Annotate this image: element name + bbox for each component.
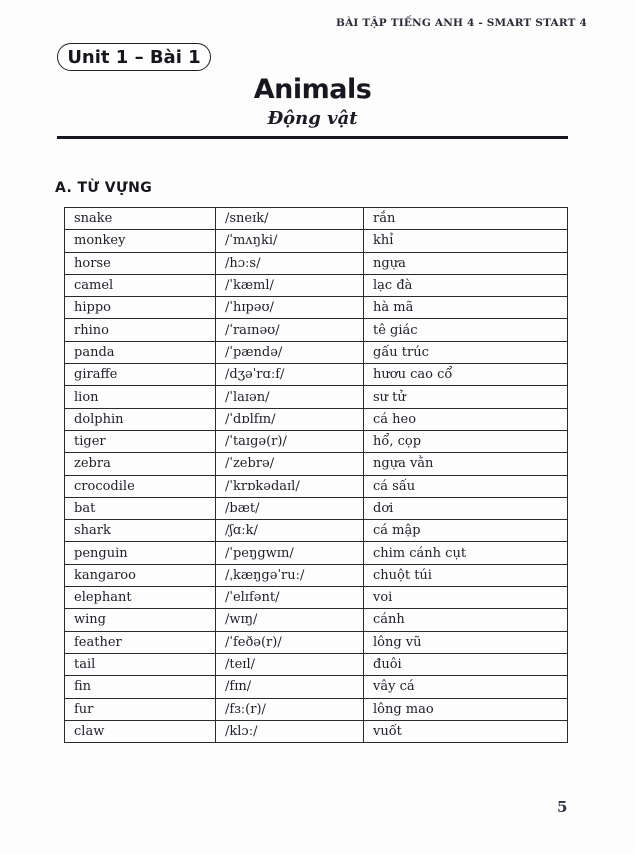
ipa-cell: /ˈfeðə(r)/ [216,631,364,653]
ipa-cell: /ˈlaɪən/ [216,386,364,408]
word-cell: fin [65,676,216,698]
table-row [65,520,568,542]
meaning-cell: chuột túi [364,564,568,586]
table-row [65,453,568,475]
page-number: 5 [557,798,568,816]
table-row [65,319,568,341]
word-cell: hippo [65,297,216,319]
table-row [65,676,568,698]
ipa-cell: /ˈraɪnəʊ/ [216,319,364,341]
meaning-cell: chim cánh cụt [364,542,568,564]
meaning-cell: cánh [364,609,568,631]
word-cell: fur [65,698,216,720]
ipa-cell: /fɜː(r)/ [216,698,364,720]
word-cell: monkey [65,230,216,252]
vocab-table [64,207,568,743]
table-row [65,564,568,586]
table-row [65,274,568,296]
meaning-cell: gấu trúc [364,341,568,363]
meaning-cell: ngựa [364,252,568,274]
ipa-cell: /ʃɑːk/ [216,520,364,542]
meaning-cell: rắn [364,208,568,230]
table-row [65,587,568,609]
ipa-cell: /hɔːs/ [216,252,364,274]
word-cell: dolphin [65,408,216,430]
ipa-cell: /ˈtaɪgə(r)/ [216,430,364,452]
meaning-cell: cá heo [364,408,568,430]
word-cell: wing [65,609,216,631]
running-header: BÀI TẬP TIẾNG ANH 4 - SMART START 4 [336,17,587,29]
word-cell: bat [65,497,216,519]
table-row [65,297,568,319]
meaning-cell: lông mao [364,698,568,720]
table-row [65,341,568,363]
table-row [65,653,568,675]
word-cell: crocodile [65,475,216,497]
word-cell: tail [65,653,216,675]
meaning-cell: dơi [364,497,568,519]
word-cell: shark [65,520,216,542]
ipa-cell: /wɪŋ/ [216,609,364,631]
table-row [65,430,568,452]
meaning-cell: cá sấu [364,475,568,497]
ipa-cell: /ˌkæŋgəˈruː/ [216,564,364,586]
meaning-cell: vuốt [364,720,568,742]
ipa-cell: /ˈmʌŋki/ [216,230,364,252]
word-cell: penguin [65,542,216,564]
ipa-cell: /fɪn/ [216,676,364,698]
table-row [65,252,568,274]
meaning-cell: hươu cao cổ [364,364,568,386]
table-row [65,631,568,653]
word-cell: snake [65,208,216,230]
table-row [65,609,568,631]
word-cell: rhino [65,319,216,341]
title-divider-line [57,136,568,139]
table-row [65,720,568,742]
ipa-cell: /ˈhɪpəʊ/ [216,297,364,319]
table-row [65,698,568,720]
unit-badge [57,43,211,71]
ipa-cell: /ˈpændə/ [216,341,364,363]
word-cell: camel [65,274,216,296]
ipa-cell: /sneɪk/ [216,208,364,230]
ipa-cell: /dʒəˈrɑːf/ [216,364,364,386]
ipa-cell: /ˈdɒlfɪn/ [216,408,364,430]
section-heading-vocabulary: A. TỪ VỰNG [55,180,153,196]
page-title: Animals [253,74,372,105]
ipa-cell: /ˈelɪfənt/ [216,587,364,609]
table-row [65,408,568,430]
meaning-cell: đuôi [364,653,568,675]
meaning-cell: cá mập [364,520,568,542]
table-row [65,475,568,497]
table-row [65,208,568,230]
word-cell: feather [65,631,216,653]
table-row [65,230,568,252]
ipa-cell: /klɔː/ [216,720,364,742]
ipa-cell: /ˈkrɒkədaɪl/ [216,475,364,497]
meaning-cell: sư tử [364,386,568,408]
word-cell: giraffe [65,364,216,386]
word-cell: panda [65,341,216,363]
meaning-cell: ngựa vằn [364,453,568,475]
word-cell: zebra [65,453,216,475]
vocab-table-body [65,208,568,743]
table-row [65,497,568,519]
word-cell: kangaroo [65,564,216,586]
table-row [65,364,568,386]
word-cell: claw [65,720,216,742]
word-cell: horse [65,252,216,274]
table-row [65,542,568,564]
ipa-cell: /bæt/ [216,497,364,519]
unit-badge-label: Unit 1 – Bài 1 [67,46,201,68]
table-row [65,386,568,408]
meaning-cell: hổ, cọp [364,430,568,452]
meaning-cell: lạc đà [364,274,568,296]
meaning-cell: vây cá [364,676,568,698]
ipa-cell: /ˈpeŋgwɪn/ [216,542,364,564]
ipa-cell: /ˈkæml/ [216,274,364,296]
meaning-cell: hà mã [364,297,568,319]
meaning-cell: tê giác [364,319,568,341]
meaning-cell: lông vũ [364,631,568,653]
ipa-cell: /ˈzebrə/ [216,453,364,475]
word-cell: elephant [65,587,216,609]
word-cell: tiger [65,430,216,452]
word-cell: lion [65,386,216,408]
meaning-cell: khỉ [364,230,568,252]
page-subtitle: Động vật [267,108,358,129]
ipa-cell: /teɪl/ [216,653,364,675]
meaning-cell: voi [364,587,568,609]
